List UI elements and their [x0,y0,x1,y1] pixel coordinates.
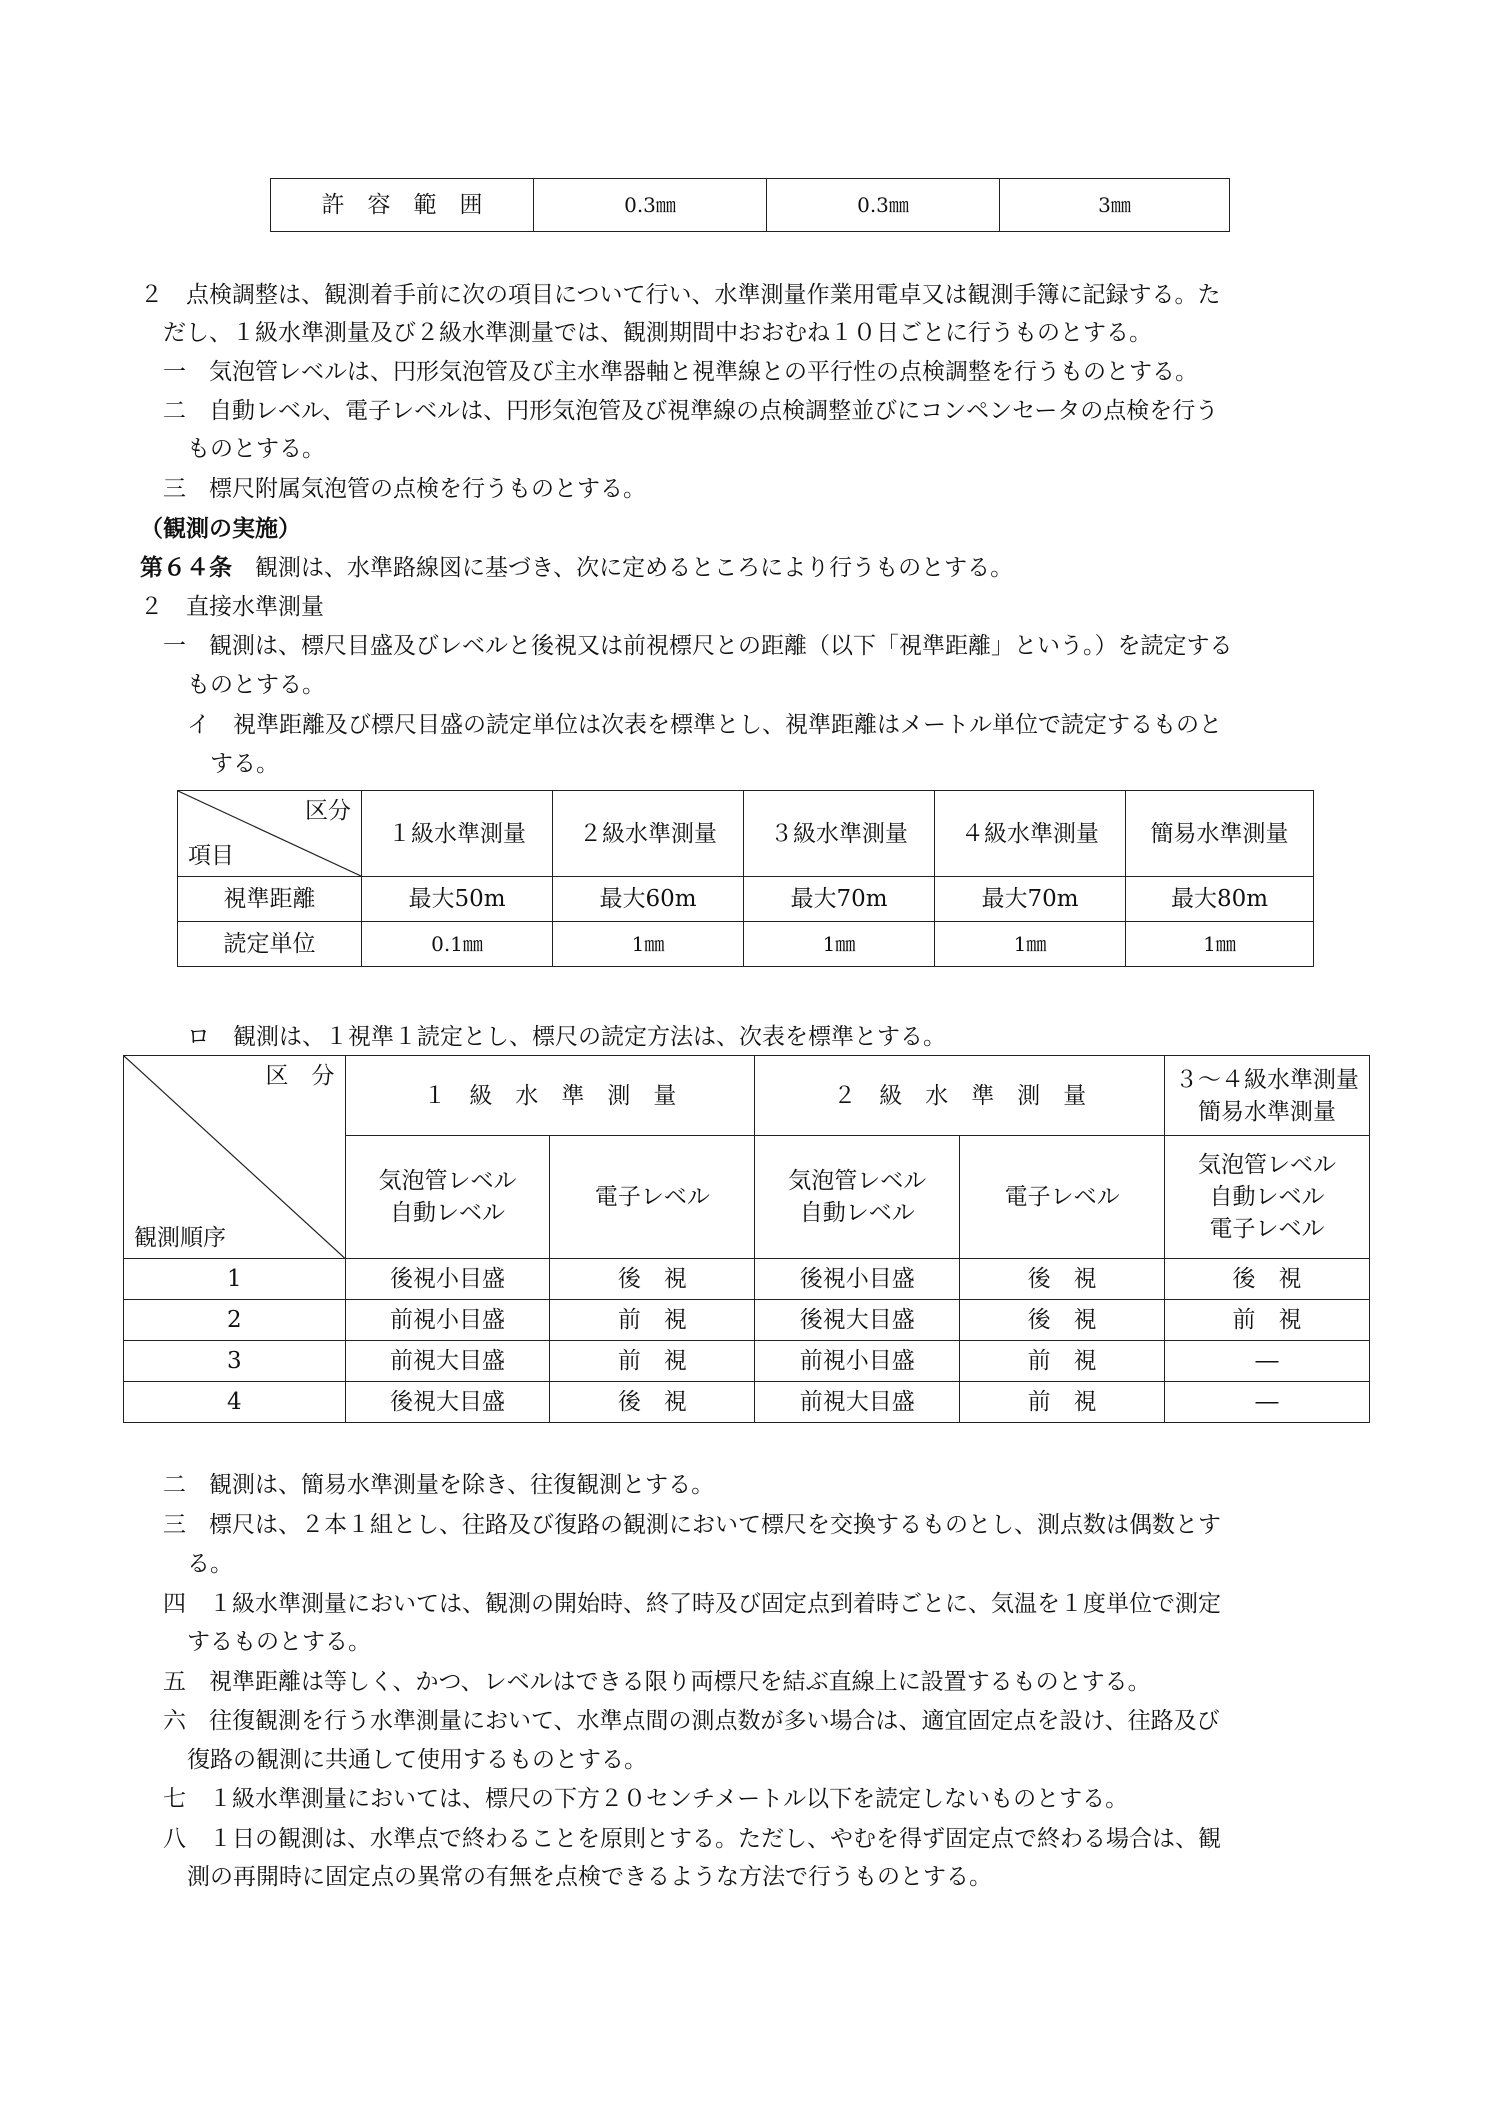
section-heading: （観測の実施） [140,516,301,542]
order-number: 4 [124,1382,346,1423]
corner-bottom-label: 観測順序 [134,1225,226,1251]
tolerance-table [270,178,1230,232]
table-cell: 後 視 [960,1259,1165,1300]
para2-line1: ２ 点検調整は、観測着手前に次の項目について行い、水準測量作業用電卓又は観測手簿に記録する。た [140,282,1221,308]
table-cell: 前視小目盛 [345,1300,550,1341]
corner-top-label: 区 分 [265,1063,335,1089]
item-line: 八 １日の観測は、水準点で終わることを原則とする。ただし、やむを得ず固定点で終わる場合は、観 [163,1826,1221,1852]
tolerance-value: 0.3㎜ [534,179,767,232]
table-cell: 後視大目盛 [755,1300,960,1341]
group-header [1165,1056,1370,1136]
table-cell: 前 視 [1165,1300,1370,1341]
table-cell: 前視小目盛 [755,1341,960,1382]
column-header: １級水準測量 [362,791,553,877]
table-cell: 前 視 [960,1341,1165,1382]
table-row [178,922,1314,967]
table-cell: 後 視 [550,1259,755,1300]
tolerance-value: 0.3㎜ [767,179,1000,232]
item-line: 六 往復観測を行う水準測量において、水準点間の測点数が多い場合は、適宜固定点を設け、往路及び [163,1708,1220,1734]
item-line: 測の再開時に固定点の異常の有無を点検できるような方法で行うものとする。 [187,1864,992,1890]
table-cell: 前 視 [550,1341,755,1382]
article-line [140,553,1013,583]
column-header: ２級水準測量 [553,791,744,877]
table-cell: 1㎜ [744,922,935,967]
subheader-line: 気泡管レベル [1198,1152,1337,1178]
column-header: ４級水準測量 [935,791,1126,877]
para2-line2: だし、１級水準測量及び２級水準測量では、観測期間中おおむね１０日ごとに行うものとする。 [163,320,1152,346]
table-cell: 後 視 [550,1382,755,1423]
item-line: 四 １級水準測量においては、観測の開始時、終了時及び固定点到着時ごとに、気温を１度単位で測定 [163,1591,1221,1617]
table-cell: 1㎜ [1126,922,1314,967]
order-number: 1 [124,1259,346,1300]
group-header: １ 級 水 準 測 量 [345,1056,755,1136]
table-header-row [178,791,1314,877]
corner-bottom-label: 項目 [188,843,234,869]
row-label: 読定単位 [178,922,362,967]
observation-order-table [123,1055,1370,1423]
row-label: 視準距離 [178,877,362,922]
para2-item2-line1: 二 自動レベル、電子レベルは、円形気泡管及び視準線の点検調整並びにコンペンセータの点検を行う [163,398,1219,424]
table-cell: 最大70m [744,877,935,922]
group-header: ２ 級 水 準 測 量 [755,1056,1165,1136]
table-cell: 1㎜ [553,922,744,967]
column-header: ３級水準測量 [744,791,935,877]
item-one-line1: 一 観測は、標尺目盛及びレベルと後視又は前視標尺との距離（以下「視準距離」という。）を読定する [163,633,1233,659]
tolerance-value: 3㎜ [1000,179,1230,232]
subheader-cell: 電子レベル [960,1136,1165,1259]
table-cell: 最大70m [935,877,1126,922]
corner-top-label: 区分 [305,798,351,824]
item-line: 七 １級水準測量においては、標尺の下方２０センチメートル以下を読定しないものとする。 [163,1786,1129,1812]
item-i-line1: イ 視準距離及び標尺目盛の読定単位は次表を標準とし、視準距離はメートル単位で読定するものと [187,712,1222,738]
table-row [124,1300,1370,1341]
subheader-cell [345,1136,550,1259]
subheader-line: 気泡管レベル [378,1168,517,1194]
table-cell: ― [1165,1341,1370,1382]
table-cell: 1㎜ [935,922,1126,967]
article-text: 観測は、水準路線図に基づき、次に定めるところにより行うものとする。 [232,555,1014,581]
table-cell: 前 視 [960,1382,1165,1423]
item-line: するものとする。 [187,1629,371,1655]
subheader-line: 自動レベル [1209,1184,1325,1210]
item-line: 三 標尺は、２本１組とし、往路及び復路の観測において標尺を交換するものとし、測点数は偶数とす [163,1512,1221,1538]
table-cell: 前 視 [550,1300,755,1341]
item-line: 復路の観測に共通して使用するものとする。 [187,1747,647,1773]
article-number: 第６４条 [140,555,232,581]
para2-item3: 三 標尺附属気泡管の点検を行うものとする。 [163,476,646,502]
table-corner-cell [178,791,362,877]
subheader-line: 電子レベル [1209,1216,1325,1242]
reading-unit-table [177,790,1314,967]
column-header: 簡易水準測量 [1126,791,1314,877]
table-cell: 前視大目盛 [345,1341,550,1382]
subheader-cell [755,1136,960,1259]
item-line: 二 観測は、簡易水準測量を除き、往復観測とする。 [163,1472,715,1498]
table-cell: 後視小目盛 [345,1259,550,1300]
table-row [271,179,1230,232]
table-cell: 後視大目盛 [345,1382,550,1423]
item-i-line2: する。 [210,751,279,777]
item-line: 五 視準距離は等しく、かつ、レベルはできる限り両標尺を結ぶ直線上に設置するものとする。 [163,1669,1151,1695]
table-cell: 後 視 [1165,1259,1370,1300]
table-cell: ― [1165,1382,1370,1423]
table-row [124,1259,1370,1300]
table-corner-cell [124,1056,346,1259]
sub-heading: ２ 直接水準測量 [140,594,324,620]
table-cell: 後視小目盛 [755,1259,960,1300]
subheader-cell: 電子レベル [550,1136,755,1259]
para2-item1: 一 気泡管レベルは、円形気泡管及び主水準器軸と視準線との平行性の点検調整を行うものとする。 [163,359,1198,385]
table-cell: 前視大目盛 [755,1382,960,1423]
table-cell: 0.1㎜ [362,922,553,967]
table-cell: 最大50m [362,877,553,922]
table-cell: 最大80m [1126,877,1314,922]
item-ro: ロ 観測は、１視準１読定とし、標尺の読定方法は、次表を標準とする。 [187,1024,946,1050]
table-row [124,1341,1370,1382]
table-row [124,1382,1370,1423]
table-header-row [124,1056,1370,1136]
group-header-line: ３～４級水準測量 [1175,1066,1360,1093]
table-cell: 最大60m [553,877,744,922]
item-line: る。 [187,1551,233,1577]
subheader-line: 気泡管レベル [788,1168,927,1194]
para2-item2-line2: ものとする。 [187,436,325,462]
order-number: 2 [124,1300,346,1341]
subheader-line: 自動レベル [799,1200,915,1226]
table-cell: 後 視 [960,1300,1165,1341]
item-one-line2: ものとする。 [187,672,325,698]
order-number: 3 [124,1341,346,1382]
subheader-cell [1165,1136,1370,1259]
table-row [178,877,1314,922]
group-header-line: 簡易水準測量 [1198,1098,1337,1125]
subheader-line: 自動レベル [389,1200,505,1226]
tolerance-label: 許 容 範 囲 [271,179,534,232]
